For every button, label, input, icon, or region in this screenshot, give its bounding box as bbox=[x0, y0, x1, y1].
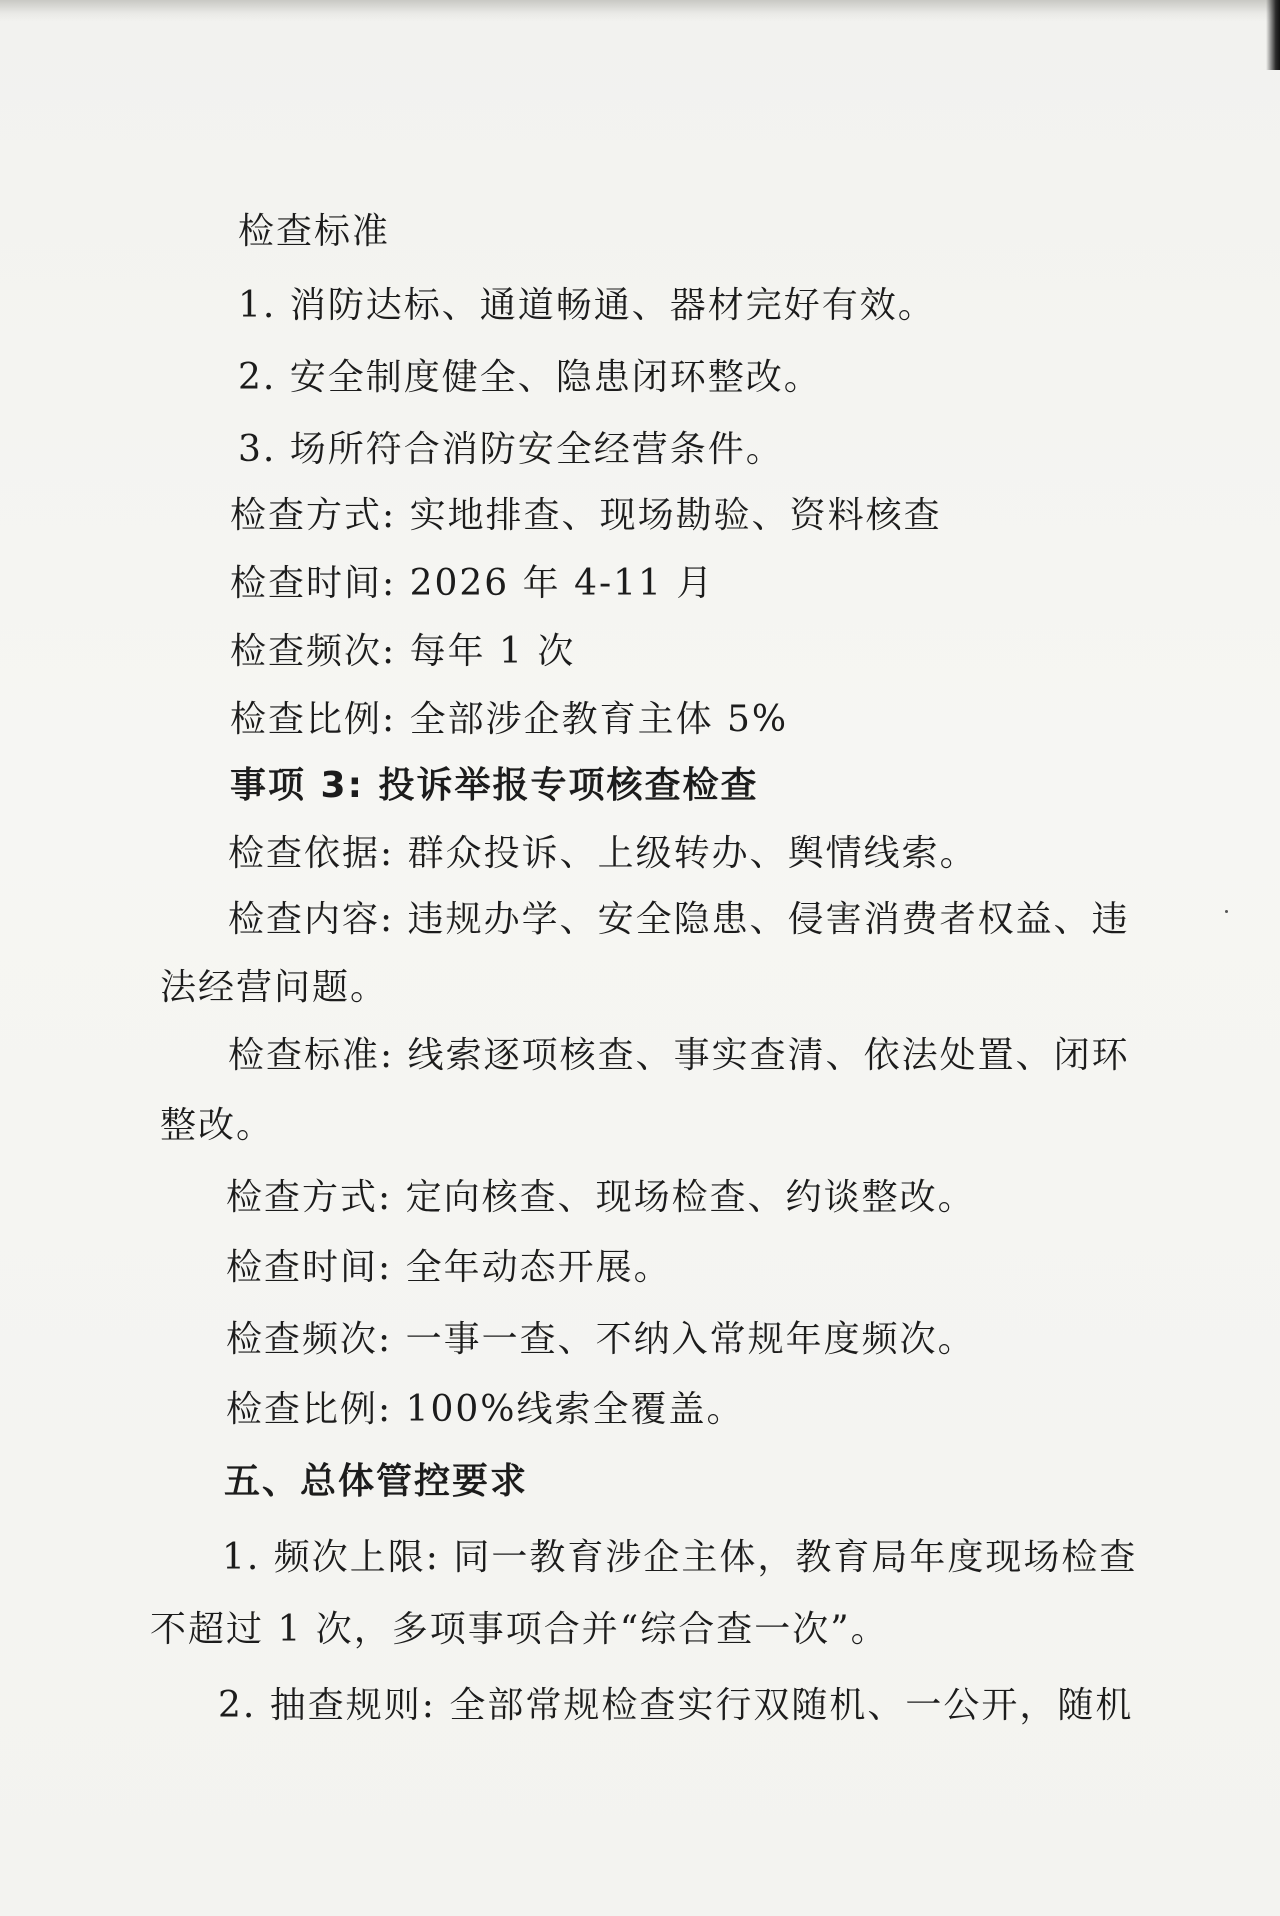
line-sampling-rule: 2. 抽查规则: 全部常规检查实行双随机、一公开，随机 bbox=[218, 1685, 1134, 1726]
line-inspection-standard-cont: 整改。 bbox=[160, 1105, 275, 1146]
line-inspection-time: 检查时间: 2026 年 4-11 月 bbox=[230, 563, 715, 604]
line-inspection-standard: 检查标准: 线索逐项核查、事实查清、依法处置、闭环 bbox=[228, 1035, 1130, 1076]
line-inspection-method-2: 检查方式: 定向核查、现场检查、约谈整改。 bbox=[226, 1177, 976, 1218]
line-item-3-heading: 事项 3: 投诉举报专项核查检查 bbox=[230, 765, 759, 806]
line-standard-item-2: 2. 安全制度健全、隐患闭环整改。 bbox=[238, 357, 822, 398]
line-inspection-standard-heading: 检查标准 bbox=[238, 211, 391, 252]
line-section-5-heading: 五、总体管控要求 bbox=[224, 1461, 529, 1502]
line-standard-item-3: 3. 场所符合消防安全经营条件。 bbox=[238, 429, 784, 470]
line-frequency-limit: 1. 频次上限: 同一教育涉企主体，教育局年度现场检查 bbox=[222, 1537, 1138, 1578]
line-inspection-content: 检查内容: 违规办学、安全隐患、侵害消费者权益、违 bbox=[228, 899, 1130, 940]
line-standard-item-1: 1. 消防达标、通道畅通、器材完好有效。 bbox=[238, 285, 936, 326]
scan-speck bbox=[1225, 910, 1228, 913]
line-inspection-frequency-2: 检查频次: 一事一查、不纳入常规年度频次。 bbox=[226, 1319, 976, 1360]
line-inspection-frequency: 检查频次: 每年 1 次 bbox=[230, 631, 576, 672]
line-inspection-time-2: 检查时间: 全年动态开展。 bbox=[226, 1247, 672, 1288]
line-frequency-limit-cont: 不超过 1 次，多项事项合并“综合查一次”。 bbox=[150, 1609, 889, 1650]
line-inspection-ratio-2: 检查比例: 100%线索全覆盖。 bbox=[226, 1389, 745, 1430]
scan-corner-shadow bbox=[1266, 0, 1280, 70]
line-inspection-content-cont: 法经营问题。 bbox=[160, 967, 389, 1008]
line-inspection-ratio: 检查比例: 全部涉企教育主体 5% bbox=[230, 699, 789, 740]
line-inspection-basis: 检查依据: 群众投诉、上级转办、舆情线索。 bbox=[228, 833, 978, 874]
scan-top-edge bbox=[0, 0, 1280, 22]
line-inspection-method: 检查方式: 实地排查、现场勘验、资料核查 bbox=[230, 495, 942, 536]
